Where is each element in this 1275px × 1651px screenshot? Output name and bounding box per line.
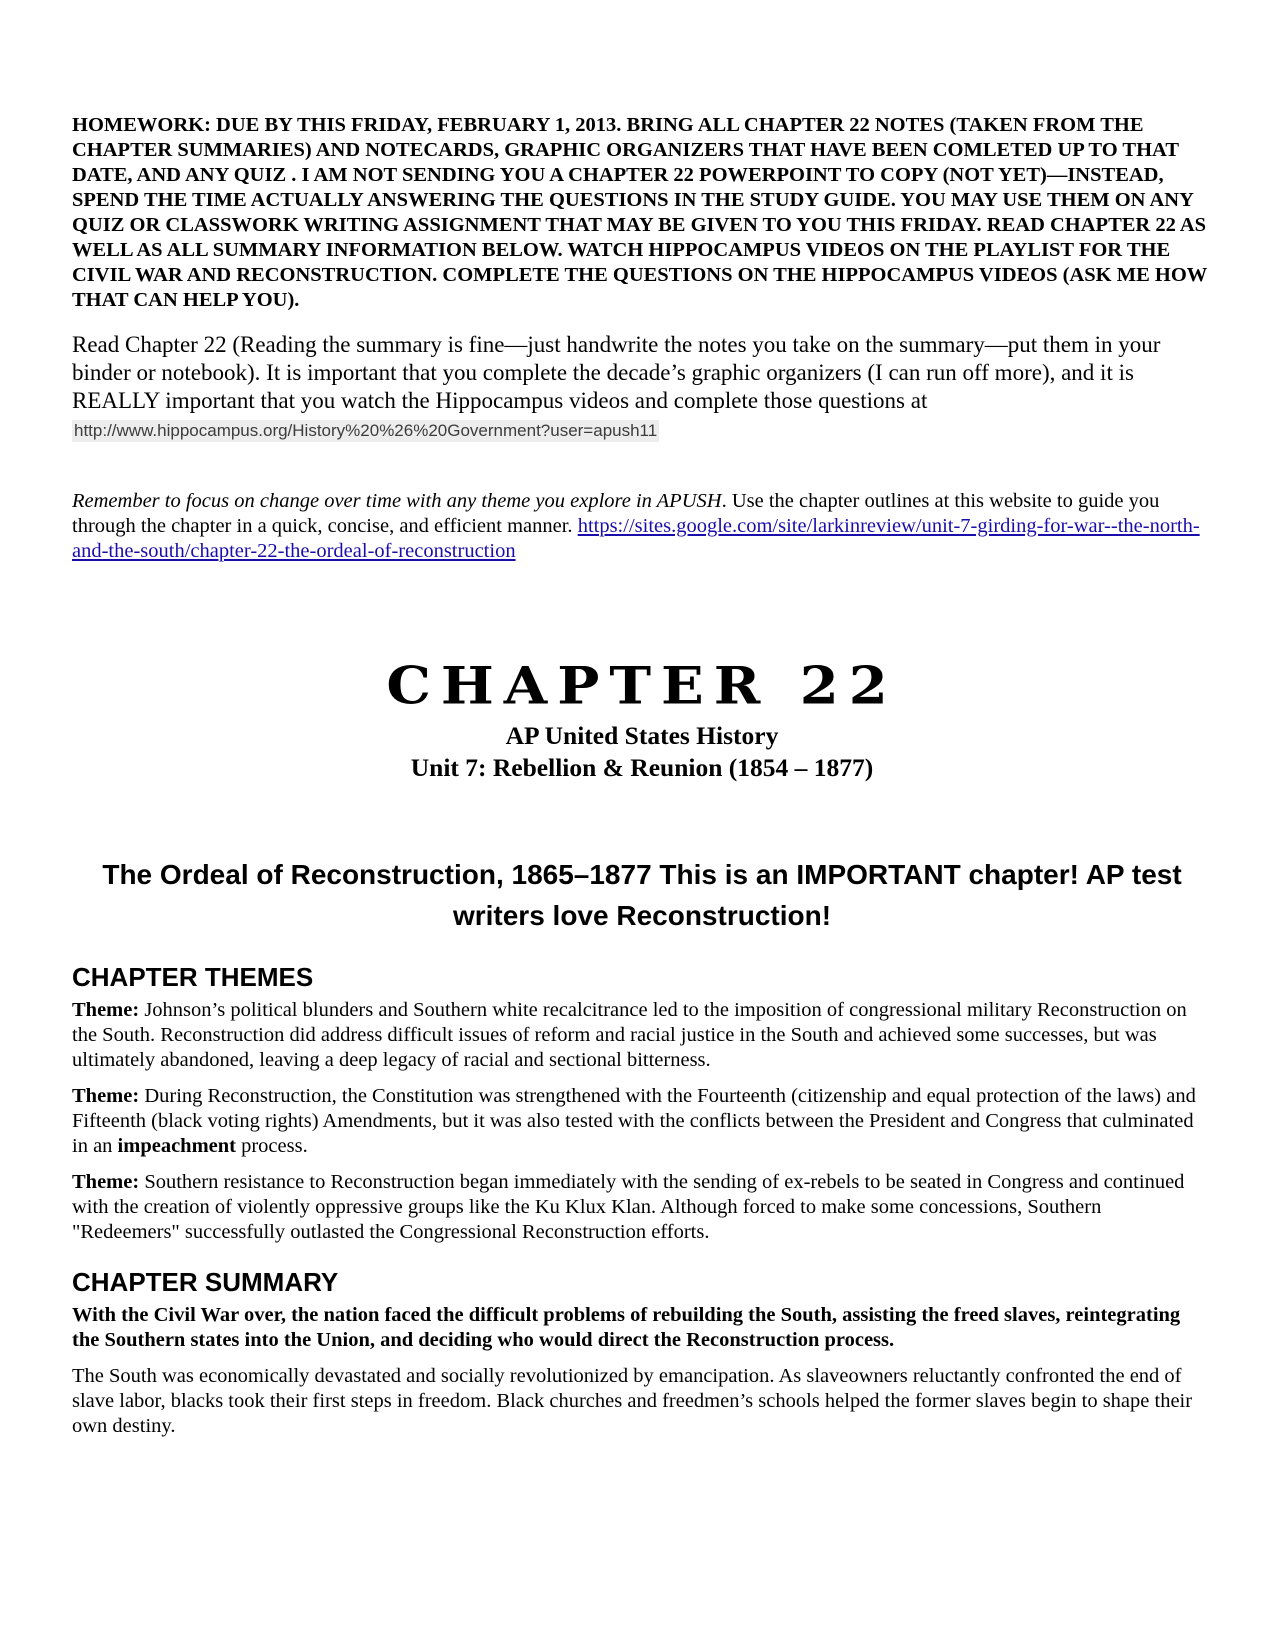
theme-text: During Reconstruction, the Constitution was strengthened with the Fourteenth (citizenship and equal protection of the laws) and Fifteenth (black voting rights) Amendments, but it was also tested with the conflicts between the President and Congress that culminated in an [72,1085,1196,1157]
themes-heading: CHAPTER THEMES [72,962,314,992]
reading-instructions [72,331,1212,443]
remember-italic: Remember to focus on change over time with any theme you explore in APUSH [72,490,722,512]
summary-lead: With the Civil War over, the nation faced the difficult problems of rebuilding the South, assisting the freed slaves, reintegrating the Southern states into the Union, and deciding who would direct the Reconstruction process. [72,1304,1181,1351]
remember-paragraph [72,489,1212,564]
reading-text: Read Chapter 22 (Reading the summary is fine—just handwrite the notes you take on the summary—put them in your binder or notebook). It is important that you complete the decade’s graphic organizers (I can run off more), and it is REALLY important that you watch the Hippocampus videos and complete those questions at [72,332,1161,413]
summary-heading: CHAPTER SUMMARY [72,1267,339,1297]
summary-paragraph: The South was economically devastated and socially revolutionized by emancipation. As slaveowners reluctantly confronted the end of slave labor, blacks took their first steps in freedom. Black churches and freedmen’s schools helped the former slaves begin to shape their own destiny. [72,1365,1193,1437]
theme-label: Theme: [72,1085,140,1107]
theme-label: Theme: [72,999,140,1021]
impeachment-term: impeachment [117,1135,236,1157]
chapter-subtitle: The Ordeal of Reconstruction, 1865–1877 This is an IMPORTANT chapter! AP test writers love Reconstruction! [102,859,1182,931]
document-page [72,113,1212,1439]
unit-title: Unit 7: Rebellion & Reunion (1854 – 1877) [410,753,874,782]
chapter-title: CHAPTER 22 [386,655,898,717]
theme-label: Theme: [72,1171,140,1193]
remember-text: . Use the chapter outlines at this website to guide you through the chapter in a quick, concise, and efficient manner. [72,490,1160,537]
theme-text: Johnson’s political blunders and Southern white recalcitrance led to the imposition of congressional military Reconstruction on the South. Reconstruction did address difficult issues of reform and racial justice in the South and achieved some successes, but was ultimately abandoned, leaving a deep legacy of racial and sectional bitterness. [72,999,1187,1071]
chapter-outline-link[interactable]: https://sites.google.com/site/larkinreview/unit-7-girding-for-war--the-north-and-the-south/chapter-22-the-ordeal-of-reconstruction [72,515,1200,562]
theme-paragraph [72,998,1212,1073]
hippocampus-url[interactable]: http://www.hippocampus.org/History%20%26%20Government?user=apush11 [74,421,658,440]
theme-text: Southern resistance to Reconstruction began immediately with the sending of ex-rebels to be seated in Congress and continued with the creation of violently oppressive groups like the Ku Klux Klan. Although forced to make some concessions, Southern "Redeemers" successfully outlasted the Congressional Reconstruction efforts. [72,1171,1185,1243]
homework-notice: HOMEWORK: DUE BY THIS FRIDAY, FEBRUARY 1, 2013. BRING ALL CHAPTER 22 NOTES (TAKEN FROM THE CHAPTER SUMMARIES) AND NOTECARDS, GRAPHIC ORGANIZERS THAT HAVE BEEN COMLETED UP TO THAT DATE, AND ANY QUIZ . I AM NOT SENDING YOU A CHAPTER 22 POWERPOINT TO COPY (NOT YET)—INSTEAD, SPEND THE TIME ACTUALLY ANSWERING THE QUESTIONS IN THE STUDY GUIDE. YOU MAY USE THEM ON ANY QUIZ OR CLASSWORK WRITING ASSIGNMENT THAT MAY BE GIVEN TO YOU THIS FRIDAY. READ CHAPTER 22 AS WELL AS ALL SUMMARY INFORMATION BELOW. WATCH HIPPOCAMPUS VIDEOS ON THE PLAYLIST FOR THE CIVIL WAR AND RECONSTRUCTION. COMPLETE THE QUESTIONS ON THE HIPPOCAMPUS VIDEOS (ASK ME HOW THAT CAN HELP YOU). [72,114,1207,311]
course-title: AP United States History [505,721,779,750]
theme-text-end: process. [235,1135,308,1157]
theme-paragraph [72,1170,1212,1245]
theme-paragraph [72,1084,1212,1159]
